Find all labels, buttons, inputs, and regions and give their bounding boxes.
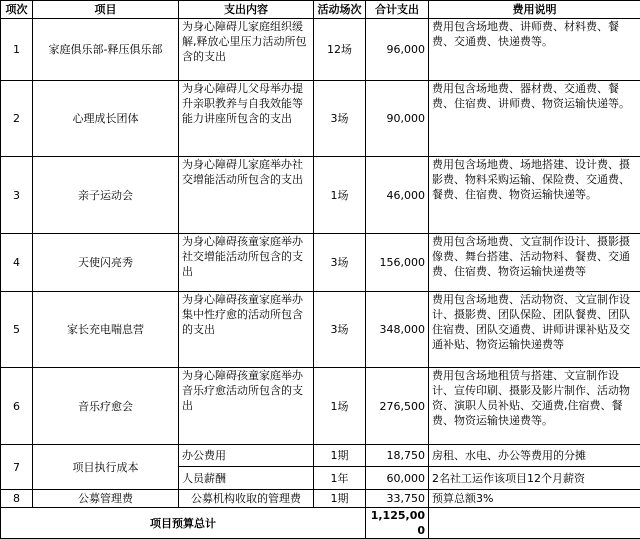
- row-sessions: 1场: [314, 157, 366, 234]
- row-project: 音乐疗愈会: [33, 368, 179, 445]
- row-content: 为身心障碍孩童家庭举办集中性疗愈的活动所包含的支出: [179, 292, 314, 368]
- row-index: 2: [1, 81, 33, 157]
- header-project: 项目: [33, 1, 179, 19]
- table-row: [1, 445, 640, 467]
- row-index: 3: [1, 157, 33, 234]
- row-content: 为身心障碍孩童家庭举办音乐疗愈活动所包含的支出: [179, 368, 314, 445]
- row-subtotal: 348,000: [366, 292, 429, 368]
- row-content: 办公费用: [179, 445, 314, 467]
- table-row: [1, 19, 640, 81]
- row-sessions: 1期: [314, 490, 366, 508]
- header-notes: 费用说明: [429, 1, 640, 19]
- total-notes-empty: [429, 508, 640, 539]
- row-notes: 预算总额3%: [429, 490, 640, 508]
- row-subtotal: 90,000: [366, 81, 429, 157]
- row-notes: 费用包含场地费、场地搭建、设计费、摄影费、物料采购运输、保险费、交通费、餐费、住宿费、物资运输快递等。: [429, 157, 640, 234]
- row-content: 为身心障碍儿家庭举办社交增能活动所包含的支出: [179, 157, 314, 234]
- row-notes: 费用包含场地费、文宣制作设计、摄影摄像费、舞台搭建、活动物料、餐费、交通费、住宿费、物资运输快递费等: [429, 234, 640, 292]
- row-project: 项目执行成本: [33, 445, 179, 490]
- row-notes: 费用包含场地租赁与搭建、文宣制作设计、宣传印刷、摄影及影片制作、活动物资、演职人员补贴、交通费,住宿费、餐费、物资运输快递费等。: [429, 368, 640, 445]
- row-notes: 费用包含场地费、讲师费、材料费、餐费、交通费、快递费等。: [429, 19, 640, 81]
- total-value: 1,125,000: [366, 508, 429, 539]
- row-index: 5: [1, 292, 33, 368]
- row-content: 为身心障碍儿家庭组织缓解,释放心里压力活动所包含的支出: [179, 19, 314, 81]
- row-project: 亲子运动会: [33, 157, 179, 234]
- row-notes: 2名社工运作该项目12个月薪资: [429, 467, 640, 490]
- row-content: 为身心障碍孩童家庭举办社交增能活动所包含的支出: [179, 234, 314, 292]
- row-notes: 房租、水电、办公等费用的分摊: [429, 445, 640, 467]
- row-subtotal: 60,000: [366, 467, 429, 490]
- table-row: [1, 157, 640, 234]
- row-sessions: 1年: [314, 467, 366, 490]
- row-subtotal: 156,000: [366, 234, 429, 292]
- row-content: 公募机构收取的管理费: [179, 490, 314, 508]
- header-sessions: 活动场次: [314, 1, 366, 19]
- row-sessions: 1场: [314, 368, 366, 445]
- row-project: 家长充电喘息营: [33, 292, 179, 368]
- table-row: [1, 292, 640, 368]
- total-label: 项目预算总计: [1, 508, 366, 539]
- row-subtotal: 276,500: [366, 368, 429, 445]
- row-sessions: 3场: [314, 81, 366, 157]
- header-content: 支出内容: [179, 1, 314, 19]
- row-sessions: 1期: [314, 445, 366, 467]
- row-subtotal: 46,000: [366, 157, 429, 234]
- header-row: [1, 1, 640, 19]
- row-sessions: 12场: [314, 19, 366, 81]
- table-row: [1, 368, 640, 445]
- row-notes: 费用包含场地费、器材费、交通费、餐费、住宿费、讲师费、物资运输快递等。: [429, 81, 640, 157]
- row-notes: 费用包含场地费、活动物资、文宣制作设计、摄影费、团队保险、团队餐费、团队住宿费、团队交通费、讲师讲课补贴及交通补贴、物资运输快递费等: [429, 292, 640, 368]
- row-sessions: 3场: [314, 292, 366, 368]
- row-subtotal: 18,750: [366, 445, 429, 467]
- table-row: [1, 490, 640, 508]
- row-project: 心理成长团体: [33, 81, 179, 157]
- header-subtotal: 合计支出: [366, 1, 429, 19]
- header-index: 项次: [1, 1, 33, 19]
- row-index: 8: [1, 490, 33, 508]
- row-subtotal: 96,000: [366, 19, 429, 81]
- row-index: 6: [1, 368, 33, 445]
- row-content: 为身心障碍儿父母举办提升亲职教养与自我效能等能力讲座所包含的支出: [179, 81, 314, 157]
- total-row: [1, 508, 640, 539]
- row-index: 4: [1, 234, 33, 292]
- row-sessions: 3场: [314, 234, 366, 292]
- row-index: 7: [1, 445, 33, 490]
- table-row: [1, 234, 640, 292]
- row-project: 公募管理费: [33, 490, 179, 508]
- table-row: [1, 81, 640, 157]
- row-subtotal: 33,750: [366, 490, 429, 508]
- row-project: 天使闪亮秀: [33, 234, 179, 292]
- row-project: 家庭俱乐部-释压俱乐部: [33, 19, 179, 81]
- row-content: 人员薪酬: [179, 467, 314, 490]
- row-index: 1: [1, 19, 33, 81]
